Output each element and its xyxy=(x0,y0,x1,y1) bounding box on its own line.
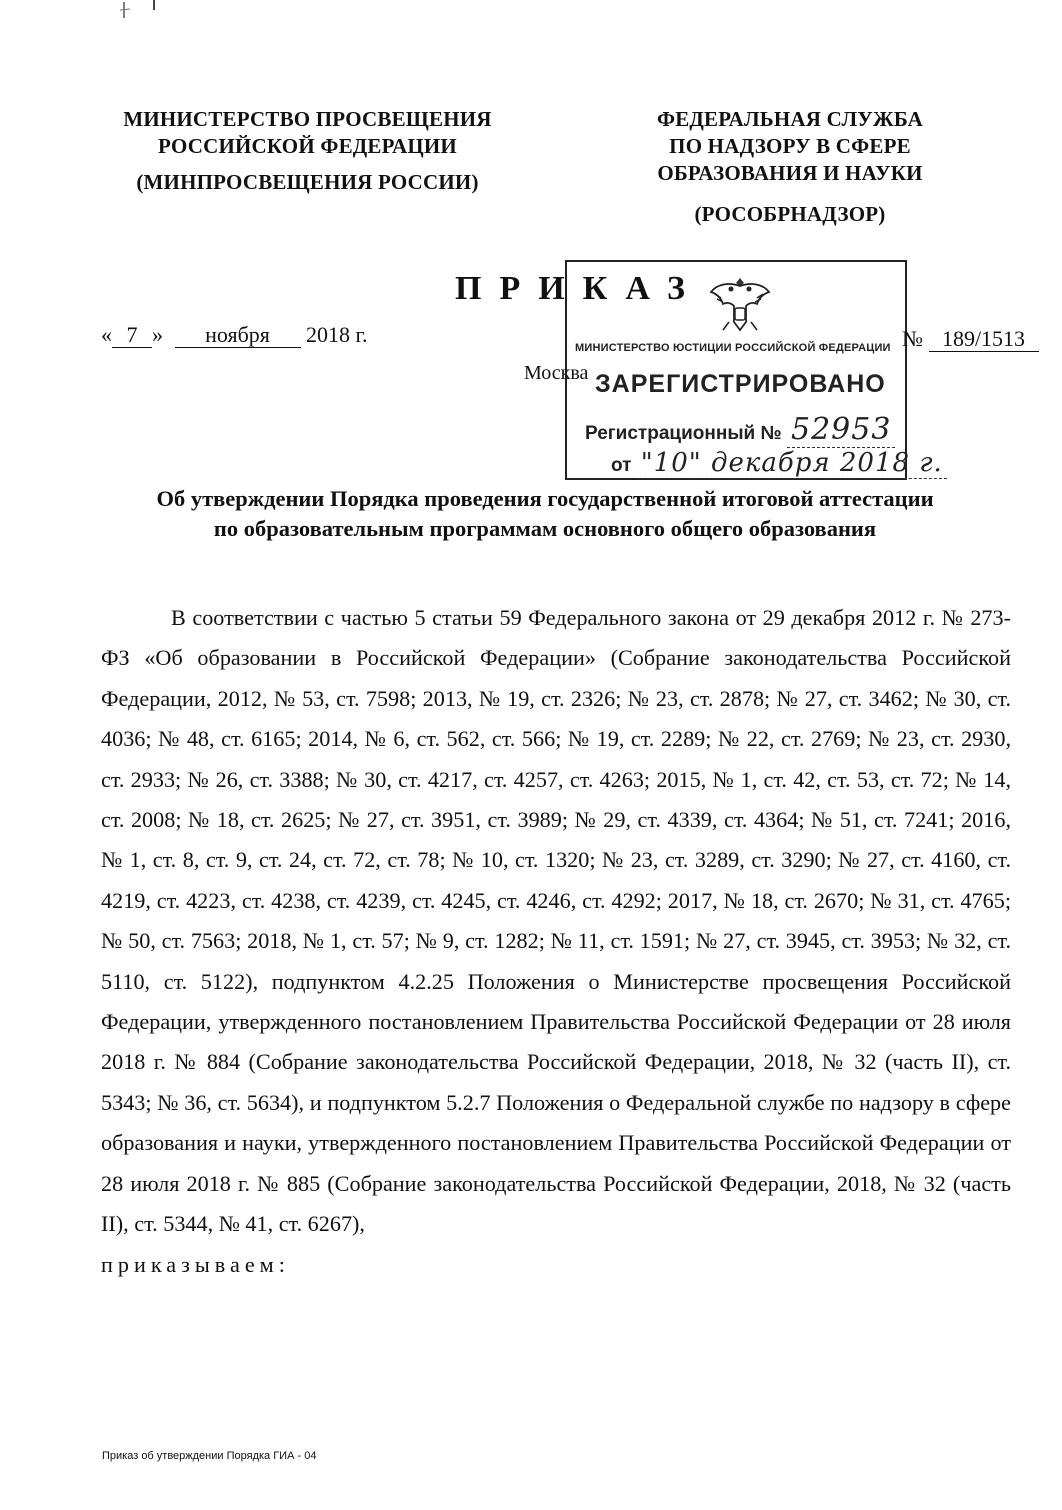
date-quote-open: « xyxy=(101,322,112,347)
order-title: ПРИКАЗ xyxy=(455,270,703,307)
stamp-ministry-name: МИНИСТЕРСТВО ЮСТИЦИИ РОССИЙСКОЙ ФЕДЕРАЦИИ xyxy=(575,342,891,354)
order-word: приказываем: xyxy=(101,1251,290,1277)
document-title-line2: по образовательным программам основного общего образования xyxy=(213,516,877,541)
stamp-registration-number-row xyxy=(585,412,895,447)
issuer-right-line2: ПО НАДЗОРУ В СФЕРЕ xyxy=(669,134,911,158)
issuer-right-line1: ФЕДЕРАЛЬНАЯ СЛУЖБА xyxy=(656,107,924,131)
document-body xyxy=(101,598,1011,1285)
issuer-right-abbr: (РОСОБРНАДЗОР) xyxy=(694,202,886,226)
order-place: Москва xyxy=(524,362,589,384)
issuer-left-line1: МИНИСТЕРСТВО ПРОСВЕЩЕНИЯ xyxy=(123,107,492,131)
order-number-value: 189/1513 xyxy=(929,327,1039,352)
double-headed-eagle-emblem-icon xyxy=(707,272,773,334)
date-day: 7 xyxy=(112,323,152,348)
registration-stamp xyxy=(565,260,943,480)
date-quote-close: » xyxy=(152,322,163,347)
date-month: ноября xyxy=(175,323,301,348)
date-year: 2018 г. xyxy=(306,322,368,347)
order-number xyxy=(902,326,1039,352)
issuer-left-abbr: (МИНПРОСВЕЩЕНИЯ РОССИИ) xyxy=(136,170,479,194)
page-footer: Приказ об утверждении Порядка ГИА - 04 xyxy=(102,1450,317,1462)
stamp-reg-label: Регистрационный № xyxy=(585,423,782,444)
stamp-reg-number: 52953 xyxy=(787,412,895,448)
document-title-line1: Об утверждении Порядка проведения государственной итоговой аттестации xyxy=(156,486,934,511)
issuer-right-line3: ОБРАЗОВАНИЯ И НАУКИ xyxy=(657,161,923,185)
document-title xyxy=(95,484,995,544)
scan-artifact-mark xyxy=(118,0,158,22)
stamp-date-row xyxy=(611,448,947,478)
stamp-date-label: от xyxy=(611,455,632,476)
issuer-right-header xyxy=(600,106,980,228)
order-date xyxy=(101,322,368,348)
stamp-registered-label: ЗАРЕГИСТРИРОВАНО xyxy=(595,370,886,398)
issuer-left-line2: РОССИЙСКОЙ ФЕДЕРАЦИИ xyxy=(158,134,457,158)
order-number-sign: № xyxy=(902,326,923,351)
preamble-paragraph: В соответствии с частью 5 статьи 59 Федерального закона от 29 декабря 2012 г. № 273-ФЗ «Об образовании в Российской Федерации» (Собрание законодательства Российской Федерации, 2012, № 53, ст. 7598; 2013, № 19, ст. 2326; № 23, ст. 2878; № 27, ст. 3462; № 30, ст. 4036; № 48, ст. 6165; 2014, № 6, ст. 562, ст. 566; № 19, ст. 2289; № 22, ст. 2769; № 23, ст. 2930, ст. 2933; № 26, ст. 3388; № 30, ст. 4217, ст. 4257, ст. 4263; 2015, № 1, ст. 42, ст. 53, ст. 72; № 14, ст. 2008; № 18, ст. 2625; № 27, ст. 3951, ст. 3989; № 29, ст. 4339, ст. 4364; № 51, ст. 7241; 2016, № 1, ст. 8, ст. 9, ст. 24, ст. 72, ст. 78; № 10, ст. 1320; № 23, ст. 3289, ст. 3290; № 27, ст. 4160, ст. 4219, ст. 4223, ст. 4238, ст. 4239, ст. 4245, ст. 4246, ст. 4292; 2017, № 18, ст. 2670; № 31, ст. 4765; № 50, ст. 7563; 2018, № 1, ст. 57; № 9, ст. 1282; № 11, ст. 1591; № 27, ст. 3945, ст. 3953; № 32, ст. 5110, ст. 5122), подпунктом 4.2.25 Положения о Министерстве просвещения Российской Федерации, утвержденного постановлением Правительства Российской Федерации от 28 июля 2018 г. № 884 (Собрание законодательства Российской Федерации, 2018, № 32 (часть II), ст. 5343; № 36, ст. 5634), и подпунктом 5.2.7 Положения о Федеральной службе по надзору в сфере образования и науки, утвержденного постановлением Правительства Российской Федерации от 28 июля 2018 г. № 885 (Собрание законодательства Российской Федерации, 2018, № 32 (часть II), ст. 5344, № 41, ст. 6267), xyxy=(101,605,1011,1237)
stamp-date-value: "10" декабря 2018 г. xyxy=(637,448,947,479)
issuer-left-header xyxy=(100,106,515,196)
